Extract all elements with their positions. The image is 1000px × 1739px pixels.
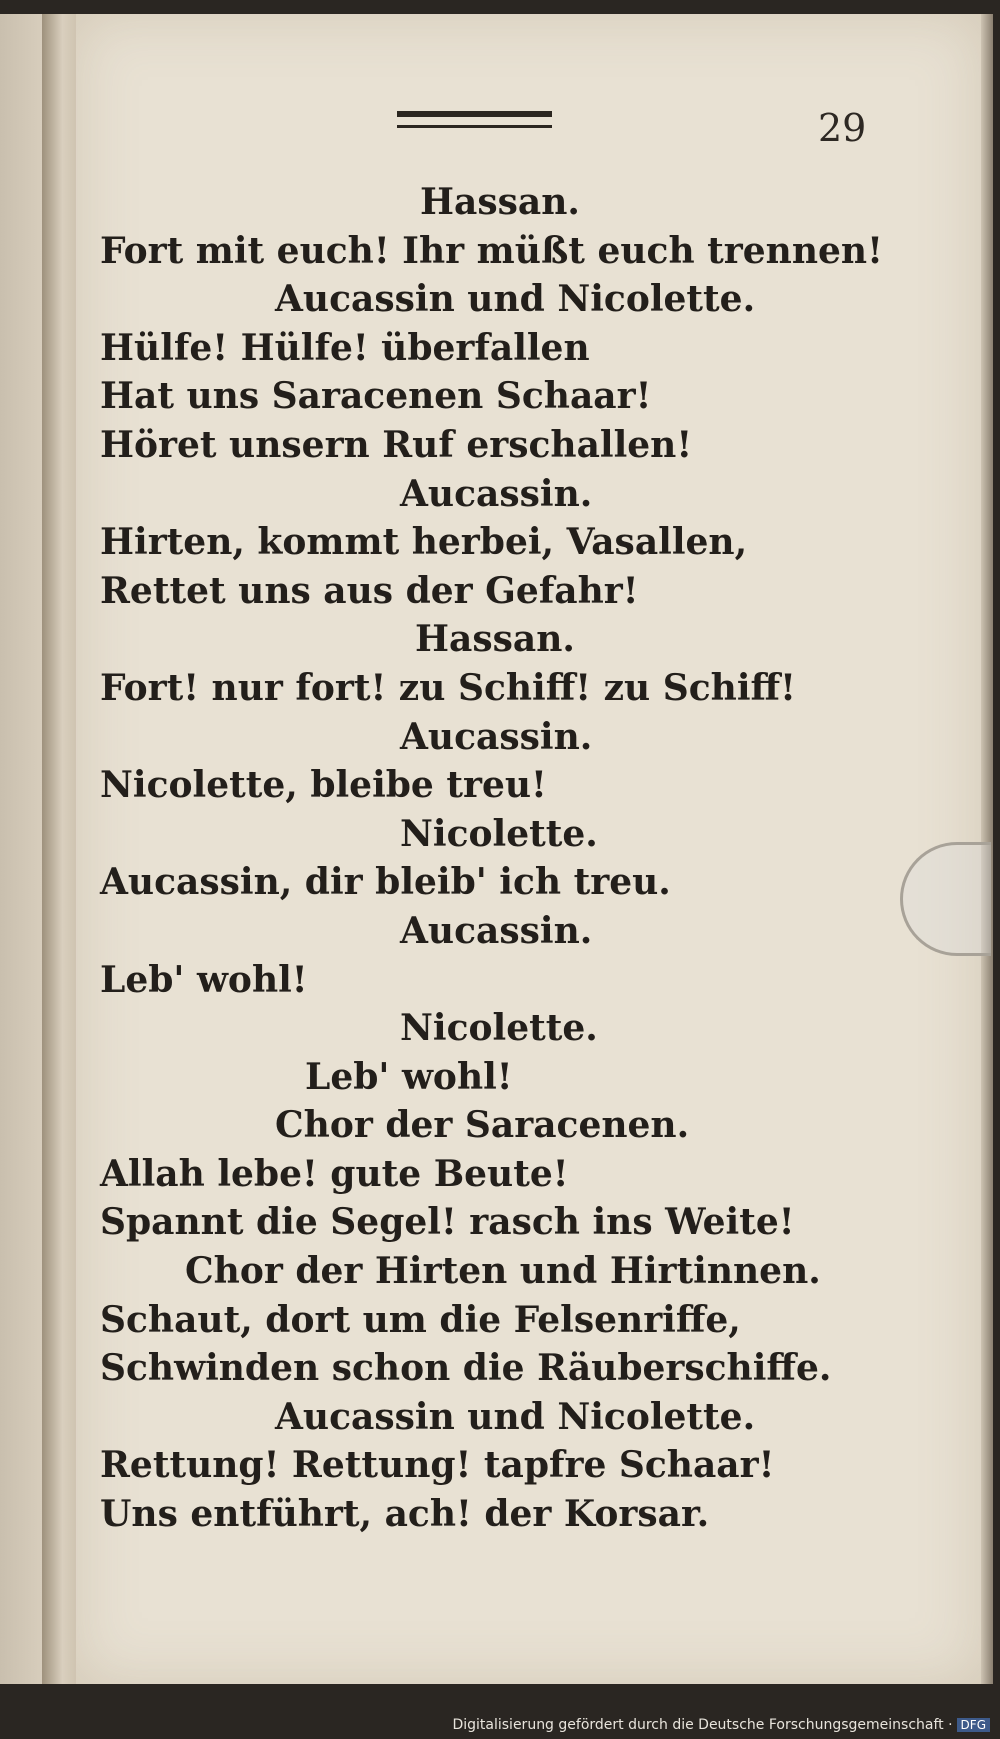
verse-line: Allah lebe! gute Beute! xyxy=(100,1152,569,1195)
verse-line: Hirten, kommt herbei, Vasallen, xyxy=(100,521,748,564)
speaker-heading: Aucassin und Nicolette. xyxy=(275,278,756,321)
verse-line: Leb' wohl! xyxy=(100,958,308,1001)
speaker-heading: Aucassin. xyxy=(400,715,593,758)
speaker-heading: Leb' wohl! xyxy=(305,1055,513,1098)
verse-line: Höret unsern Ruf erschallen! xyxy=(100,423,693,466)
credit-text: Digitalisierung gefördert durch die Deutsche Forschungsgemeinschaft · xyxy=(452,1717,953,1733)
speaker-heading: Aucassin und Nicolette. xyxy=(275,1395,756,1438)
verse-line: Spannt die Segel! rasch ins Weite! xyxy=(100,1201,795,1244)
speaker-heading: Aucassin. xyxy=(400,472,593,515)
verse-line: Nicolette, bleibe treu! xyxy=(100,764,547,807)
book-gutter xyxy=(42,14,76,1684)
verse-line: Hat uns Saracenen Schaar! xyxy=(100,375,652,418)
verse-line: Rettet uns aus der Gefahr! xyxy=(100,569,639,612)
verse-line: Schaut, dort um die Felsenriffe, xyxy=(100,1298,741,1341)
speaker-heading: Aucassin. xyxy=(400,909,593,952)
verse-line: Aucassin, dir bleib' ich treu. xyxy=(100,861,671,904)
verse-line: Hülfe! Hülfe! überfallen xyxy=(100,326,590,369)
page-text xyxy=(100,178,940,1539)
speaker-heading: Hassan. xyxy=(415,618,575,661)
speaker-heading: Nicolette. xyxy=(400,1007,598,1050)
speaker-heading: Chor der Hirten und Hirtinnen. xyxy=(185,1250,821,1293)
page-number: 29 xyxy=(818,106,867,150)
digitization-credit xyxy=(452,1717,990,1733)
header-rule xyxy=(397,111,552,117)
verse-line: Fort! nur fort! zu Schiff! zu Schiff! xyxy=(100,666,796,709)
header-rule-thin xyxy=(397,125,552,128)
verse-line: Fort mit euch! Ihr müßt euch trennen! xyxy=(100,229,883,272)
speaker-heading: Hassan. xyxy=(420,181,580,223)
verse-line: Uns entführt, ach! der Korsar. xyxy=(100,1493,710,1536)
speaker-heading: Chor der Saracenen. xyxy=(275,1104,690,1147)
verse-line: Rettung! Rettung! tapfre Schaar! xyxy=(100,1444,775,1487)
speaker-heading: Nicolette. xyxy=(400,812,598,855)
dfg-logo: DFG xyxy=(957,1718,990,1732)
verse-line: Schwinden schon die Räuberschiffe. xyxy=(100,1347,832,1390)
